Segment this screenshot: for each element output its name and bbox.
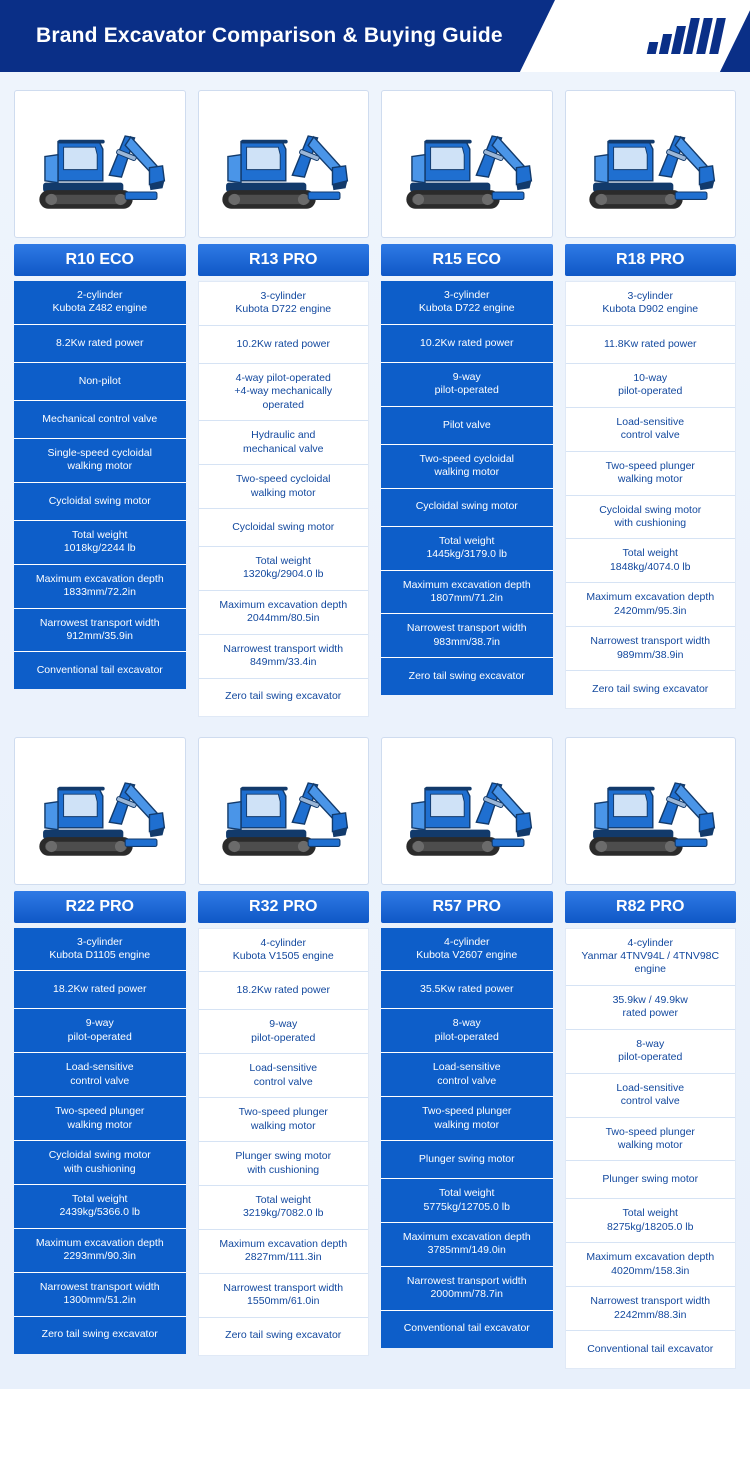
spec-item: [199, 1053, 369, 1097]
excavator-photo: [198, 90, 370, 238]
spec-item: [199, 1273, 369, 1317]
spec-line: Zero tail swing excavator: [592, 682, 709, 695]
spec-line: 4020mm/158.3in: [611, 1264, 690, 1277]
spec-line: walking motor: [617, 1138, 683, 1151]
spec-line: Cycloidal swing motor: [415, 500, 518, 513]
spec-line: 35.9kw / 49.9kw: [612, 993, 688, 1006]
spec-line: Pilot valve: [442, 418, 491, 431]
spec-line: 9-way: [85, 1017, 114, 1030]
spec-line: 3-cylinder: [627, 290, 674, 302]
spec-item: [566, 626, 736, 670]
spec-line: pilot-operated: [67, 1030, 132, 1043]
spec-item: [199, 971, 369, 1009]
spec-item: [199, 420, 369, 464]
spec-line: control valve: [70, 1074, 130, 1087]
spec-list: [14, 928, 186, 1354]
product-card-r10-eco[interactable]: [14, 90, 186, 717]
spec-line: walking motor: [617, 473, 683, 486]
spec-line: Load-sensitive: [432, 1061, 501, 1074]
spec-item: [199, 1185, 369, 1229]
brand-logo-icon: [648, 18, 722, 54]
spec-item: [566, 582, 736, 626]
spec-item: [14, 651, 186, 689]
spec-line: 2420mm/95.3in: [614, 604, 687, 617]
spec-line: 8.2Kw rated power: [55, 336, 144, 349]
spec-line: Total weight: [622, 1207, 678, 1220]
spec-item: [14, 928, 186, 971]
spec-line: Kubota D722 engine: [235, 303, 332, 316]
spec-line: 35.5Kw rated power: [420, 983, 514, 996]
spec-item: [381, 613, 553, 657]
spec-item: [14, 324, 186, 362]
spec-item: [14, 1184, 186, 1228]
excavator-photo: [565, 90, 737, 238]
spec-line: 3-cylinder: [76, 935, 123, 948]
spec-item: [14, 482, 186, 520]
spec-item: [14, 281, 186, 324]
spec-item: [14, 1272, 186, 1316]
spec-line: 2-cylinder: [76, 289, 123, 301]
spec-line: walking motor: [434, 1118, 500, 1131]
excavator-photo: [381, 90, 553, 238]
spec-line: Total weight: [72, 1192, 128, 1205]
spec-line: Zero tail swing excavator: [225, 690, 342, 703]
spec-line: Single-speed cycloidal: [47, 446, 152, 459]
spec-line: Mechanical control valve: [42, 412, 158, 425]
spec-line: 2293mm/90.3in: [63, 1250, 136, 1263]
spec-line: Plunger swing motor: [235, 1150, 332, 1163]
spec-line: operated: [262, 398, 304, 411]
spec-line: walking motor: [434, 466, 500, 479]
spec-line: Two-speed plunger: [238, 1106, 328, 1119]
spec-line: Plunger swing motor: [418, 1152, 515, 1165]
spec-line: Total weight: [622, 547, 678, 560]
spec-line: walking motor: [67, 1118, 133, 1131]
spec-item: [199, 590, 369, 634]
spec-line: with cushioning: [247, 1163, 320, 1176]
spec-line: Conventional tail excavator: [587, 1342, 714, 1355]
spec-line: Zero tail swing excavator: [41, 1328, 158, 1341]
spec-item: [14, 1096, 186, 1140]
card-row-2: [14, 737, 736, 1369]
spec-line: rated power: [622, 1007, 678, 1020]
spec-line: 5775kg/12705.0 lb: [423, 1200, 510, 1213]
excavator-photo: [565, 737, 737, 885]
spec-item: [199, 464, 369, 508]
spec-line: control valve: [620, 429, 680, 442]
spec-line: 1550mm/61.0in: [247, 1295, 320, 1308]
spec-item: [381, 488, 553, 526]
spec-item: [566, 1242, 736, 1286]
spec-item: [199, 1009, 369, 1053]
page-header: [0, 0, 750, 72]
spec-item: [199, 1229, 369, 1273]
spec-item: [14, 1316, 186, 1354]
spec-item: [566, 282, 736, 325]
spec-item: [14, 438, 186, 482]
spec-item: [14, 1052, 186, 1096]
excavator-photo: [198, 737, 370, 885]
model-name: R18 PRO: [565, 244, 737, 276]
spec-line: pilot-operated: [434, 384, 499, 397]
model-name: R15 ECO: [381, 244, 553, 276]
spec-item: [566, 451, 736, 495]
spec-line: 8275kg/18205.0 lb: [607, 1220, 694, 1233]
excavator-photo: [14, 737, 186, 885]
comparison-body: [0, 72, 750, 1389]
spec-line: Total weight: [72, 528, 128, 541]
spec-line: Maximum excavation depth: [35, 1236, 164, 1249]
spec-line: Kubota V2607 engine: [416, 949, 518, 961]
spec-line: with cushioning: [63, 1162, 136, 1175]
page-title: Brand Excavator Comparison & Buying Guide: [36, 24, 503, 47]
spec-line: pilot-operated: [251, 1031, 316, 1044]
spec-item: [199, 1141, 369, 1185]
spec-line: engine: [634, 963, 667, 976]
spec-line: 2827mm/111.3in: [244, 1251, 322, 1264]
spec-line: 3-cylinder: [443, 289, 490, 301]
spec-item: [381, 1008, 553, 1052]
product-card-r13-pro[interactable]: [198, 90, 370, 717]
spec-list: [381, 928, 553, 1348]
spec-item: [381, 281, 553, 324]
spec-line: walking motor: [250, 1119, 316, 1132]
spec-line: 1320kg/2904.0 lb: [242, 568, 324, 581]
spec-item: [14, 1140, 186, 1184]
spec-item: [566, 1073, 736, 1117]
spec-line: 10.2Kw rated power: [420, 336, 514, 349]
spec-item: [14, 400, 186, 438]
spec-item: [566, 1029, 736, 1073]
spec-line: 849mm/33.4in: [249, 656, 317, 669]
spec-line: pilot-operated: [618, 1051, 683, 1064]
spec-list: [565, 928, 737, 1369]
spec-item: [381, 1096, 553, 1140]
product-card-r32-pro[interactable]: [198, 737, 370, 1369]
spec-line: Maximum excavation depth: [586, 1251, 715, 1264]
spec-line: Two-speed cycloidal: [235, 473, 331, 486]
spec-line: 2439kg/5366.0 lb: [59, 1206, 141, 1219]
spec-item: [381, 657, 553, 695]
spec-line: Two-speed plunger: [55, 1105, 145, 1118]
spec-line: 3219kg/7082.0 lb: [242, 1207, 324, 1220]
spec-line: Total weight: [439, 1187, 495, 1200]
spec-line: Two-speed plunger: [605, 459, 695, 472]
spec-line: 4-cylinder: [260, 936, 307, 949]
spec-item: [199, 634, 369, 678]
spec-line: Maximum excavation depth: [219, 598, 348, 611]
spec-line: Yanmar 4TNV94L / 4TNV98C: [581, 950, 720, 962]
spec-line: Zero tail swing excavator: [408, 670, 525, 683]
spec-item: [381, 444, 553, 488]
spec-item: [381, 362, 553, 406]
spec-line: Kubota D1105 engine: [49, 949, 151, 961]
spec-line: Narrowest transport width: [223, 642, 344, 655]
spec-item: [566, 1330, 736, 1368]
spec-line: Narrowest transport width: [590, 635, 711, 648]
spec-item: [199, 363, 369, 420]
spec-line: 1833mm/72.2in: [63, 586, 136, 599]
spec-item: [14, 520, 186, 564]
spec-line: control valve: [620, 1095, 680, 1108]
spec-line: Total weight: [439, 534, 495, 547]
spec-line: 11.8Kw rated power: [603, 337, 697, 350]
spec-list: [198, 928, 370, 1356]
spec-line: 3785mm/149.0in: [427, 1244, 506, 1257]
product-card-r57-pro[interactable]: [381, 737, 553, 1369]
spec-line: Load-sensitive: [65, 1061, 134, 1074]
spec-line: control valve: [253, 1075, 313, 1088]
spec-item: [566, 1286, 736, 1330]
spec-line: Maximum excavation depth: [586, 591, 715, 604]
model-name: R32 PRO: [198, 891, 370, 923]
model-name: R22 PRO: [14, 891, 186, 923]
spec-line: Hydraulic and: [251, 429, 316, 442]
spec-item: [14, 1008, 186, 1052]
spec-item: [566, 1198, 736, 1242]
spec-line: 1848kg/4074.0 lb: [609, 560, 691, 573]
spec-line: Two-speed plunger: [422, 1105, 512, 1118]
spec-line: 1807mm/71.2in: [430, 591, 503, 604]
spec-item: [566, 538, 736, 582]
spec-line: Narrowest transport width: [39, 1280, 160, 1293]
spec-item: [381, 928, 553, 971]
spec-item: [199, 282, 369, 325]
spec-line: walking motor: [67, 460, 133, 473]
spec-item: [381, 406, 553, 444]
spec-item: [14, 970, 186, 1008]
spec-line: 8-way: [636, 1037, 665, 1050]
spec-line: 1445kg/3179.0 lb: [426, 548, 508, 561]
product-card-r22-pro[interactable]: [14, 737, 186, 1369]
spec-item: [14, 564, 186, 608]
spec-item: [199, 1317, 369, 1355]
product-card-r18-pro[interactable]: [565, 90, 737, 717]
spec-line: Narrowest transport width: [39, 616, 160, 629]
spec-item: [199, 1097, 369, 1141]
spec-line: walking motor: [250, 486, 316, 499]
spec-line: 983mm/38.7in: [433, 635, 501, 648]
spec-item: [381, 1052, 553, 1096]
card-row-1: [14, 90, 736, 717]
spec-line: Cycloidal swing motor: [599, 503, 702, 516]
spec-item: [566, 363, 736, 407]
spec-line: 10.2Kw rated power: [236, 337, 330, 350]
model-name: R57 PRO: [381, 891, 553, 923]
spec-line: 18.2Kw rated power: [53, 983, 147, 996]
spec-line: Narrowest transport width: [406, 622, 527, 635]
spec-line: control valve: [437, 1074, 497, 1087]
spec-item: [199, 929, 369, 972]
spec-list: [565, 281, 737, 709]
spec-line: Load-sensitive: [249, 1062, 318, 1075]
spec-item: [14, 608, 186, 652]
excavator-photo: [381, 737, 553, 885]
spec-line: pilot-operated: [434, 1030, 499, 1043]
spec-line: Cycloidal swing motor: [232, 520, 335, 533]
spec-item: [566, 495, 736, 539]
spec-list: [14, 281, 186, 689]
spec-line: 10-way: [633, 371, 668, 384]
model-name: R82 PRO: [565, 891, 737, 923]
spec-line: 1300mm/51.2in: [63, 1294, 136, 1307]
spec-item: [381, 1310, 553, 1348]
spec-line: Zero tail swing excavator: [225, 1329, 342, 1342]
spec-line: 912mm/35.9in: [66, 629, 134, 642]
spec-item: [199, 546, 369, 590]
spec-line: 18.2Kw rated power: [236, 984, 330, 997]
spec-line: 2000mm/78.7in: [430, 1288, 503, 1301]
spec-line: Cycloidal swing motor: [48, 494, 151, 507]
spec-line: Narrowest transport width: [406, 1274, 527, 1287]
spec-item: [199, 325, 369, 363]
spec-line: Narrowest transport width: [590, 1295, 711, 1308]
spec-item: [381, 324, 553, 362]
spec-line: Total weight: [255, 554, 311, 567]
spec-item: [566, 1160, 736, 1198]
spec-line: 9-way: [269, 1018, 298, 1031]
spec-line: Kubota D722 engine: [418, 302, 515, 315]
spec-line: Narrowest transport width: [223, 1281, 344, 1294]
spec-line: 4-cylinder: [443, 935, 490, 948]
spec-item: [566, 670, 736, 708]
spec-item: [381, 1222, 553, 1266]
spec-item: [199, 678, 369, 716]
spec-line: 2242mm/88.3in: [614, 1308, 687, 1321]
spec-line: with cushioning: [614, 516, 687, 529]
spec-list: [198, 281, 370, 717]
spec-line: pilot-operated: [618, 385, 683, 398]
spec-item: [381, 1266, 553, 1310]
spec-line: Maximum excavation depth: [402, 1230, 531, 1243]
spec-line: Maximum excavation depth: [35, 572, 164, 585]
spec-list: [381, 281, 553, 695]
spec-item: [566, 407, 736, 451]
spec-line: 4-way pilot-operated: [235, 371, 331, 384]
product-card-r15-eco[interactable]: [381, 90, 553, 717]
spec-line: Cycloidal swing motor: [48, 1149, 151, 1162]
spec-item: [566, 325, 736, 363]
spec-line: 1018kg/2244 lb: [63, 542, 136, 555]
model-name: R13 PRO: [198, 244, 370, 276]
spec-line: Non-pilot: [78, 374, 121, 387]
spec-item: [381, 1140, 553, 1178]
spec-line: Plunger swing motor: [602, 1173, 699, 1186]
spec-line: Two-speed plunger: [605, 1125, 695, 1138]
spec-item: [199, 508, 369, 546]
product-card-r82-pro[interactable]: [565, 737, 737, 1369]
spec-item: [381, 526, 553, 570]
model-name: R10 ECO: [14, 244, 186, 276]
spec-line: Kubota Z482 engine: [52, 302, 148, 315]
spec-line: Kubota D902 engine: [602, 303, 699, 316]
spec-line: Maximum excavation depth: [219, 1237, 348, 1250]
spec-line: 8-way: [452, 1017, 481, 1030]
spec-line: Two-speed cycloidal: [419, 452, 515, 465]
spec-line: Conventional tail excavator: [403, 1322, 530, 1335]
spec-line: Load-sensitive: [616, 1081, 685, 1094]
spec-line: 989mm/38.9in: [616, 648, 684, 661]
spec-line: mechanical valve: [242, 442, 324, 455]
spec-line: +4-way mechanically: [234, 385, 333, 398]
spec-item: [381, 970, 553, 1008]
spec-item: [381, 1178, 553, 1222]
excavator-photo: [14, 90, 186, 238]
spec-line: Kubota V1505 engine: [232, 950, 334, 962]
spec-item: [566, 1117, 736, 1161]
spec-line: Total weight: [255, 1193, 311, 1206]
spec-item: [381, 570, 553, 614]
spec-item: [14, 362, 186, 400]
spec-item: [566, 929, 736, 985]
spec-line: 9-way: [452, 370, 481, 383]
spec-line: Maximum excavation depth: [402, 578, 531, 591]
spec-line: Conventional tail excavator: [36, 664, 163, 677]
spec-line: 2044mm/80.5in: [247, 612, 320, 625]
spec-item: [566, 985, 736, 1029]
spec-line: 4-cylinder: [627, 936, 674, 949]
spec-line: 3-cylinder: [260, 290, 307, 302]
spec-line: Load-sensitive: [616, 415, 685, 428]
spec-item: [14, 1228, 186, 1272]
